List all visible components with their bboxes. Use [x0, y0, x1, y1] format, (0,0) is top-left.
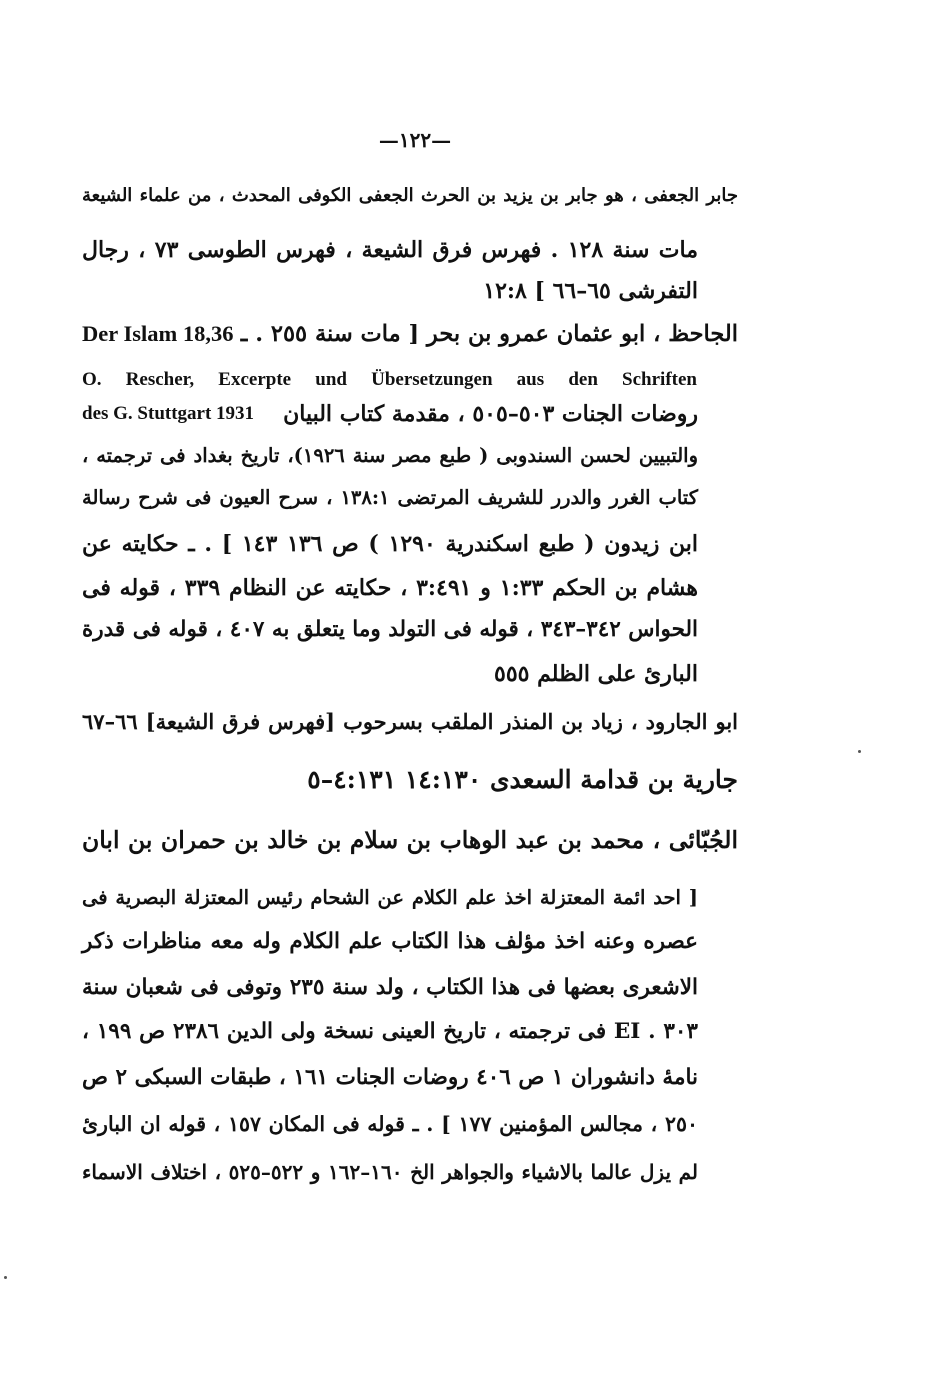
entry-jariya: جارية بن قدامة السعدى ١٤:١٣٠ ٤:١٣١–٥: [307, 765, 738, 794]
scan-speck: [4, 1276, 7, 1279]
entry-jahiz-line-8: الحواس ٣٤٢–٣٤٣ ، قوله فى التولد وما يتعلق به ٤٠٧ ، قوله فى قدرة: [82, 617, 699, 642]
entry-jubbai-line-2: [ احد ائمة المعتزلة اخذ علم الكلام عن الشحام رئيس المعتزلة البصرية فى: [82, 886, 698, 909]
entry-jahiz-line-2: O. Rescher, Excerpte und Übersetzungen aus den Schriften: [82, 369, 697, 390]
entry-jahiz-heading: الجاحظ ، ابو عثمان عمرو بن بحر [ مات سنة ٢٥٥ . ـ: [240, 321, 738, 347]
entry-jahiz-line-9: البارىٔ على الظلم ٥٥٥: [494, 661, 698, 687]
entry-jubbai-line-8: لم يزل عالما بالاشياء والجواهر الخ ١٦٠–١٦٢ و ٥٢٢–٥٢٥ ، اختلاف الاسماء: [82, 1160, 699, 1184]
entry-jahiz-line-6: ابن زيدون ( طبع اسكندرية ١٢٩٠ ) ص ١٣٦ ١٤٣ ] . ـ حكايته عن: [82, 531, 698, 557]
entry-jahiz-line-7: هشام بن الحكم ١:٣٣ و ٣:٤٩١ ، حكايته عن النظام ٣٣٩ ، قوله فى: [82, 575, 698, 601]
entry-jahiz-latin-ref: Der Islam 18,36: [82, 321, 234, 346]
entry-jubbai-line-3: عصره وعنه اخذ مؤلف هذا الكتاب علم الكلام وله معه مناظرات ذكر: [82, 929, 698, 954]
scan-speck: [858, 750, 861, 753]
entry-jubbai-line-6: نامهٔ دانشوران ١ ص ٤٠٦ روضات الجنات ١٦١ ، طبقات السبكى ٢ ص: [82, 1065, 699, 1090]
page-number: —١٢٢—: [378, 128, 452, 152]
entry-jubbai-line-1: الجُبّائى ، محمد بن عبد الوهاب بن سلام بن خالد بن حمران بن ابان: [82, 826, 738, 854]
entry-jahiz-latin-ref-2: des G. Stuttgart 1931: [82, 403, 255, 424]
entry-jahiz-rawdat: روضات الجنات ٥٠٣–٥٠٥ ، مقدمة كتاب البيان: [283, 401, 698, 427]
entry-jabir-line-2: مات سنة ١٢٨ . فهرس فرق الشيعة ، فهرس الطوسى ٧٣ ، رجال: [82, 237, 698, 263]
entry-jahiz-line-1: [82, 320, 738, 348]
entry-jahiz-line-5: كتاب الغرر والدرر للشريف المرتضى ١٣٨:١ ، سرح العيون فى شرح رسالة: [82, 486, 698, 509]
entry-jahiz-line-4: والتبيين لحسن السندوبى ( طبع مصر سنة ١٩٢٦)، تاريخ بغداد فى ترجمته ،: [82, 444, 698, 467]
entry-abu-jarud: ابو الجارود ، زياد بن المنذر الملقب بسرحوب [فهرس فرق الشيعة] ٦٦–٦٧: [82, 709, 738, 734]
entry-jabir-line-3: التفرشى ٦٥–٦٦ ] ١٢:٨: [483, 278, 698, 304]
entry-jubbai-line-4: الاشعرى بعضها فى هذا الكتاب ، ولد سنة ٢٣٥ وتوفى فى شعبان سنة: [82, 975, 698, 1000]
entry-jubbai-line-7: ٢٥٠ ، مجالس المؤمنين ١٧٧ ] . ـ قوله فى المكان ١٥٧ ، قوله ان البارىٔ: [82, 1112, 698, 1136]
entry-jabir-line-1: جابر الجعفى ، هو جابر بن يزيد بن الحرث الجعفى الكوفى المحدث ، من علماء الشيعة: [82, 185, 738, 206]
entry-jubbai-line-5: ٣٠٣ . EI فى ترجمته ، تاريخ العينى نسخة ولى الدين ٢٣٨٦ ص ١٩٩ ،: [82, 1019, 698, 1044]
entry-jahiz-line-3: [82, 400, 698, 428]
